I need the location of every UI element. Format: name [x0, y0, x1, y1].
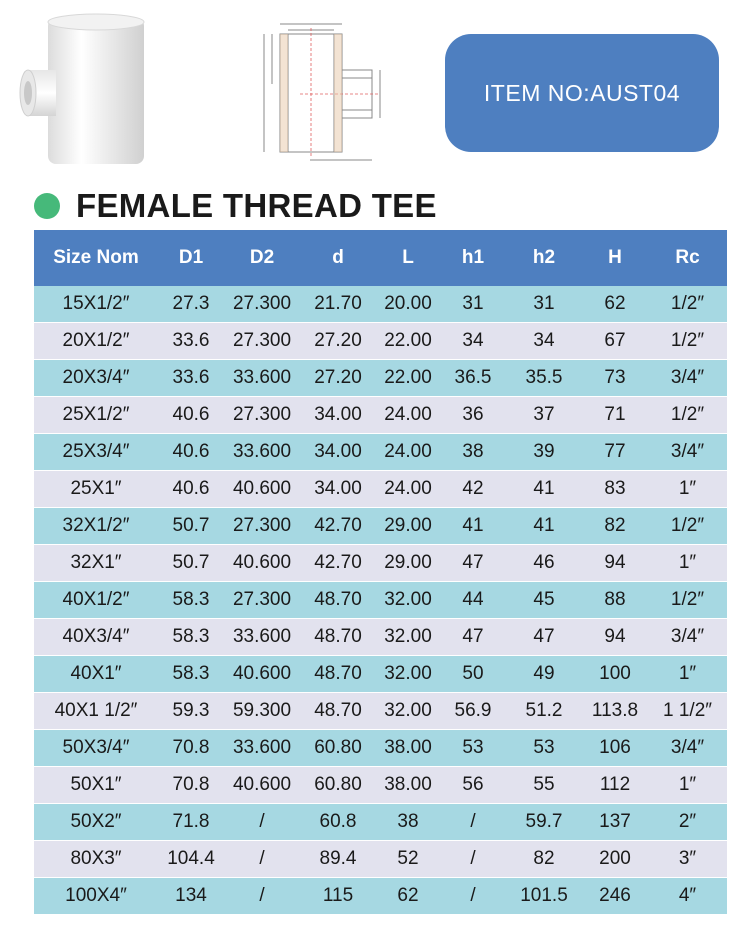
column-header: D1	[158, 230, 224, 286]
table-row	[34, 545, 727, 582]
column-header: h1	[440, 230, 506, 286]
table-cell: 33.6	[158, 323, 224, 360]
table-cell: 33.600	[224, 730, 300, 767]
table-cell: 33.6	[158, 360, 224, 397]
table-cell: 20X1/2″	[34, 323, 158, 360]
table-cell: 25X3/4″	[34, 434, 158, 471]
table-cell: 115	[300, 878, 376, 915]
table-row	[34, 582, 727, 619]
table-cell: 48.70	[300, 656, 376, 693]
table-row	[34, 804, 727, 841]
table-cell: 27.300	[224, 582, 300, 619]
table-cell: 40X3/4″	[34, 619, 158, 656]
table-cell: 73	[582, 360, 648, 397]
table-cell: 112	[582, 767, 648, 804]
table-cell: 101.5	[506, 878, 582, 915]
table-cell: 48.70	[300, 582, 376, 619]
table-cell: 32.00	[376, 619, 440, 656]
table-cell: 32.00	[376, 693, 440, 730]
table-cell: 32X1/2″	[34, 508, 158, 545]
table-row	[34, 841, 727, 878]
table-cell: 24.00	[376, 471, 440, 508]
table-header-row	[34, 230, 727, 286]
tee-technical-drawing	[240, 14, 400, 164]
table-cell: 1/2″	[648, 508, 727, 545]
column-header: H	[582, 230, 648, 286]
spec-table	[34, 230, 727, 915]
table-cell: 70.8	[158, 767, 224, 804]
table-cell: 48.70	[300, 693, 376, 730]
table-row	[34, 397, 727, 434]
table-cell: 42.70	[300, 545, 376, 582]
table-cell: /	[440, 841, 506, 878]
table-cell: 59.3	[158, 693, 224, 730]
table-cell: 40.6	[158, 397, 224, 434]
table-cell: 38	[440, 434, 506, 471]
table-cell: 27.20	[300, 323, 376, 360]
table-cell: 67	[582, 323, 648, 360]
table-cell: 44	[440, 582, 506, 619]
table-cell: 39	[506, 434, 582, 471]
table-cell: 50X1″	[34, 767, 158, 804]
table-cell: 60.80	[300, 730, 376, 767]
table-cell: 25X1/2″	[34, 397, 158, 434]
table-row	[34, 656, 727, 693]
table-cell: 83	[582, 471, 648, 508]
table-cell: 3/4″	[648, 360, 727, 397]
table-cell: 46	[506, 545, 582, 582]
table-cell: 58.3	[158, 656, 224, 693]
table-cell: 52	[376, 841, 440, 878]
table-cell: 1/2″	[648, 397, 727, 434]
table-cell: 88	[582, 582, 648, 619]
table-cell: 32X1″	[34, 545, 158, 582]
table-cell: 47	[440, 545, 506, 582]
table-cell: 1″	[648, 471, 727, 508]
table-cell: 27.3	[158, 286, 224, 323]
table-cell: 89.4	[300, 841, 376, 878]
table-cell: 27.20	[300, 360, 376, 397]
table-cell: 27.300	[224, 508, 300, 545]
table-cell: 53	[440, 730, 506, 767]
section-title-row	[34, 186, 437, 226]
table-cell: 50.7	[158, 508, 224, 545]
table-cell: 50X3/4″	[34, 730, 158, 767]
table-row	[34, 693, 727, 730]
table-cell: 1 1/2″	[648, 693, 727, 730]
table-cell: 1/2″	[648, 286, 727, 323]
table-row	[34, 508, 727, 545]
table-cell: 27.300	[224, 397, 300, 434]
table-cell: 27.300	[224, 323, 300, 360]
table-cell: 70.8	[158, 730, 224, 767]
table-cell: 29.00	[376, 508, 440, 545]
table-cell: 1″	[648, 656, 727, 693]
table-cell: 29.00	[376, 545, 440, 582]
table-cell: /	[224, 841, 300, 878]
table-cell: 62	[582, 286, 648, 323]
table-cell: 38.00	[376, 767, 440, 804]
table-cell: 51.2	[506, 693, 582, 730]
table-cell: 31	[440, 286, 506, 323]
column-header: h2	[506, 230, 582, 286]
table-cell: 3/4″	[648, 434, 727, 471]
table-row	[34, 286, 727, 323]
table-cell: 59.7	[506, 804, 582, 841]
item-number-badge: ITEM NO:AUST04	[445, 34, 719, 152]
table-cell: 34.00	[300, 471, 376, 508]
tee-fitting-photo	[18, 12, 158, 172]
table-cell: 62	[376, 878, 440, 915]
table-cell: 137	[582, 804, 648, 841]
table-cell: 24.00	[376, 397, 440, 434]
product-header	[0, 0, 750, 180]
table-cell: 22.00	[376, 360, 440, 397]
table-cell: 100X4″	[34, 878, 158, 915]
table-body	[34, 286, 727, 915]
page-title: FEMALE THREAD TEE	[76, 187, 437, 224]
table-cell: 1″	[648, 767, 727, 804]
table-cell: 49	[506, 656, 582, 693]
table-cell: 41	[506, 471, 582, 508]
table-cell: 20X3/4″	[34, 360, 158, 397]
table-cell: 36	[440, 397, 506, 434]
table-cell: 47	[440, 619, 506, 656]
table-cell: 20.00	[376, 286, 440, 323]
table-cell: 33.600	[224, 360, 300, 397]
table-cell: 56	[440, 767, 506, 804]
table-cell: 82	[506, 841, 582, 878]
table-cell: 38	[376, 804, 440, 841]
table-cell: 27.300	[224, 286, 300, 323]
table-cell: 15X1/2″	[34, 286, 158, 323]
table-cell: 22.00	[376, 323, 440, 360]
table-cell: 134	[158, 878, 224, 915]
table-row	[34, 878, 727, 915]
table-cell: 55	[506, 767, 582, 804]
table-cell: 80X3″	[34, 841, 158, 878]
table-cell: 33.600	[224, 619, 300, 656]
column-header: Size Nom	[34, 230, 158, 286]
table-cell: 34.00	[300, 397, 376, 434]
table-cell: 1″	[648, 545, 727, 582]
table-cell: 47	[506, 619, 582, 656]
table-cell: 38.00	[376, 730, 440, 767]
table-cell: 200	[582, 841, 648, 878]
table-row	[34, 323, 727, 360]
table-cell: 3″	[648, 841, 727, 878]
table-row	[34, 360, 727, 397]
table-cell: 59.300	[224, 693, 300, 730]
table-cell: 50.7	[158, 545, 224, 582]
table-cell: 113.8	[582, 693, 648, 730]
table-cell: 42	[440, 471, 506, 508]
column-header: D2	[224, 230, 300, 286]
table-cell: 1/2″	[648, 582, 727, 619]
table-row	[34, 619, 727, 656]
table-row	[34, 471, 727, 508]
table-cell: 71	[582, 397, 648, 434]
table-cell: 77	[582, 434, 648, 471]
table-cell: 34	[440, 323, 506, 360]
table-cell: 21.70	[300, 286, 376, 323]
table-cell: 40X1″	[34, 656, 158, 693]
table-cell: 100	[582, 656, 648, 693]
table-row	[34, 730, 727, 767]
table-cell: 48.70	[300, 619, 376, 656]
table-cell: 45	[506, 582, 582, 619]
table-cell: 4″	[648, 878, 727, 915]
table-cell: 42.70	[300, 508, 376, 545]
table-cell: 35.5	[506, 360, 582, 397]
table-cell: 40.600	[224, 656, 300, 693]
table-cell: 50	[440, 656, 506, 693]
table-cell: 2″	[648, 804, 727, 841]
table-cell: 34	[506, 323, 582, 360]
table-cell: 24.00	[376, 434, 440, 471]
table-cell: 36.5	[440, 360, 506, 397]
table-cell: 60.80	[300, 767, 376, 804]
table-cell: 50X2″	[34, 804, 158, 841]
table-cell: 94	[582, 545, 648, 582]
table-cell: /	[224, 878, 300, 915]
table-cell: 71.8	[158, 804, 224, 841]
table-cell: 58.3	[158, 619, 224, 656]
table-cell: 82	[582, 508, 648, 545]
table-cell: 31	[506, 286, 582, 323]
column-header: L	[376, 230, 440, 286]
table-cell: 106	[582, 730, 648, 767]
table-cell: 32.00	[376, 656, 440, 693]
table-cell: 3/4″	[648, 619, 727, 656]
table-cell: 40.600	[224, 767, 300, 804]
table-cell: 41	[506, 508, 582, 545]
table-cell: 104.4	[158, 841, 224, 878]
table-cell: 1/2″	[648, 323, 727, 360]
table-cell: 25X1″	[34, 471, 158, 508]
table-cell: 58.3	[158, 582, 224, 619]
table-cell: 37	[506, 397, 582, 434]
table-cell: 32.00	[376, 582, 440, 619]
table-cell: 60.8	[300, 804, 376, 841]
table-cell: 34.00	[300, 434, 376, 471]
table-cell: 40X1/2″	[34, 582, 158, 619]
table-cell: 40.600	[224, 545, 300, 582]
table-cell: /	[224, 804, 300, 841]
table-cell: /	[440, 878, 506, 915]
table-cell: 40.6	[158, 434, 224, 471]
table-cell: 56.9	[440, 693, 506, 730]
table-cell: 40X1 1/2″	[34, 693, 158, 730]
table-cell: 94	[582, 619, 648, 656]
table-cell: 53	[506, 730, 582, 767]
table-cell: 3/4″	[648, 730, 727, 767]
table-cell: 246	[582, 878, 648, 915]
table-row	[34, 767, 727, 804]
bullet-dot-icon	[34, 193, 60, 219]
table-cell: 41	[440, 508, 506, 545]
column-header: d	[300, 230, 376, 286]
table-cell: 40.6	[158, 471, 224, 508]
table-cell: 40.600	[224, 471, 300, 508]
table-row	[34, 434, 727, 471]
table-cell: /	[440, 804, 506, 841]
column-header: Rc	[648, 230, 727, 286]
table-cell: 33.600	[224, 434, 300, 471]
